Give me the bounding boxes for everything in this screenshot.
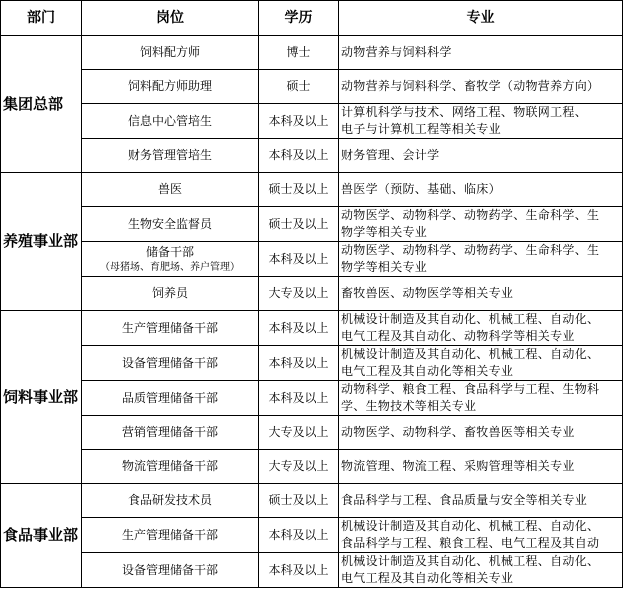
- major-cell: [339, 36, 623, 70]
- position-name: 设备管理储备干部: [121, 562, 218, 577]
- major-line: 食品科学与工程、食品质量与安全等相关专业: [341, 493, 588, 507]
- major-cell: [339, 381, 623, 416]
- position-cell: [82, 104, 259, 139]
- major-cell: [339, 311, 623, 346]
- major-cell: [339, 70, 623, 104]
- position-cell: [82, 553, 259, 588]
- major-cell: [339, 173, 623, 207]
- position-name: 饲料配方师: [139, 45, 200, 59]
- major-line: 物学等相关专业: [341, 260, 428, 274]
- major-line: 机械设计制造及其自动化、机械工程、自动化、: [341, 347, 600, 361]
- major-line: 动物营养与饲料科学: [341, 45, 452, 59]
- position-cell: [82, 36, 259, 70]
- education-cell: 博士: [259, 36, 339, 70]
- major-line: 电气工程及其自动化等相关专业: [341, 364, 514, 378]
- major-line: 学、生物技术等相关专业: [341, 399, 477, 413]
- table-row: [1, 207, 623, 242]
- department-cell: 食品事业部: [1, 484, 82, 588]
- table-row: [1, 553, 623, 588]
- position-name: 营销管理储备干部: [121, 425, 218, 439]
- major-line: 动物医学、动物科学、动物药学、生命科学、生: [341, 208, 600, 222]
- position-name: 饲养员: [151, 286, 188, 300]
- position-name: 生产管理储备干部: [121, 527, 218, 542]
- table-row: [1, 450, 623, 484]
- position-name: 生物安全监督员: [127, 216, 212, 231]
- major-cell: [339, 450, 623, 484]
- table-row: [1, 311, 623, 346]
- position-cell: [82, 484, 259, 518]
- department-cell: 养殖事业部: [1, 173, 82, 311]
- table-row: [1, 104, 623, 139]
- position-cell: [82, 207, 259, 242]
- major-line: 机械设计制造及其自动化、机械工程、自动化、: [341, 519, 600, 533]
- position-cell: [82, 416, 259, 450]
- position-cell: [82, 518, 259, 553]
- major-line: 计算机科学与技术、网络工程、物联网工程、: [341, 105, 588, 119]
- table-body: [1, 36, 623, 588]
- major-line: 机械设计制造及其自动化、机械工程、自动化、: [341, 312, 600, 326]
- major-cell: [339, 484, 623, 518]
- education-cell: 本科及以上: [259, 311, 339, 346]
- position-cell: [82, 242, 259, 277]
- position-name: 品质管理储备干部: [121, 390, 218, 405]
- education-cell: 硕士: [259, 70, 339, 104]
- education-cell: 大专及以上: [259, 416, 339, 450]
- header-department: 部门: [1, 1, 82, 36]
- position-name: 饲料配方师助理: [127, 79, 212, 93]
- table-row: [1, 518, 623, 553]
- major-line: 畜牧兽医、动物医学等相关专业: [341, 286, 514, 300]
- table-row: [1, 242, 623, 277]
- major-cell: [339, 518, 623, 553]
- education-cell: 硕士及以上: [259, 207, 339, 242]
- major-line: 动物科学、粮食工程、食品科学与工程、生物科: [341, 382, 600, 396]
- position-cell: [82, 70, 259, 104]
- major-cell: [339, 416, 623, 450]
- position-name: 生产管理储备干部: [121, 320, 218, 335]
- position-cell: [82, 346, 259, 381]
- major-line: 食品科学与工程、粮食工程、电气工程及其自动: [341, 536, 600, 550]
- table-row: [1, 416, 623, 450]
- table-row: [1, 381, 623, 416]
- major-cell: [339, 139, 623, 173]
- education-cell: 硕士及以上: [259, 173, 339, 207]
- education-cell: 本科及以上: [259, 139, 339, 173]
- table-row: [1, 277, 623, 311]
- position-cell: [82, 173, 259, 207]
- major-line: 电气工程及其自动化、动物科学等相关专业: [341, 329, 575, 343]
- major-cell: [339, 277, 623, 311]
- header-row: [1, 1, 623, 36]
- position-note: （母猪场、育肥场、养户管理）: [100, 262, 240, 273]
- position-cell: [82, 381, 259, 416]
- major-line: 电气工程及其自动化等相关专业: [341, 571, 514, 585]
- position-name: 兽医: [157, 182, 182, 196]
- education-cell: 本科及以上: [259, 346, 339, 381]
- position-cell: [82, 139, 259, 173]
- department-cell: 饲料事业部: [1, 311, 82, 484]
- major-cell: [339, 242, 623, 277]
- position-name: 储备干部: [145, 245, 194, 259]
- position-name: 食品研发技术员: [127, 493, 212, 507]
- major-cell: [339, 553, 623, 588]
- major-cell: [339, 207, 623, 242]
- major-line: 物学等相关专业: [341, 225, 428, 239]
- position-name: 财务管理管培生: [127, 148, 212, 162]
- education-cell: 大专及以上: [259, 277, 339, 311]
- major-line: 动物医学、动物科学、畜牧兽医等相关专业: [341, 425, 575, 439]
- major-line: 动物医学、动物科学、动物药学、生命科学、生: [341, 243, 600, 257]
- education-cell: 本科及以上: [259, 518, 339, 553]
- education-cell: 大专及以上: [259, 450, 339, 484]
- position-cell: [82, 450, 259, 484]
- major-line: 电子与计算机工程等相关专业: [341, 122, 501, 136]
- position-cell: [82, 311, 259, 346]
- education-cell: 硕士及以上: [259, 484, 339, 518]
- position-cell: [82, 277, 259, 311]
- education-cell: 本科及以上: [259, 553, 339, 588]
- table-row: [1, 484, 623, 518]
- table-row: [1, 36, 623, 70]
- header-major: 专业: [339, 1, 623, 36]
- position-name: 设备管理储备干部: [121, 355, 218, 370]
- department-cell: 集团总部: [1, 36, 82, 173]
- position-name: 信息中心管培生: [127, 113, 212, 128]
- table-row: [1, 346, 623, 381]
- major-cell: [339, 104, 623, 139]
- major-line: 财务管理、会计学: [341, 148, 440, 162]
- education-cell: 本科及以上: [259, 381, 339, 416]
- table-row: [1, 139, 623, 173]
- position-name: 物流管理储备干部: [121, 459, 218, 473]
- header-education: 学历: [259, 1, 339, 36]
- major-line: 机械设计制造及其自动化、机械工程、自动化、: [341, 554, 600, 568]
- major-cell: [339, 346, 623, 381]
- major-line: 兽医学（预防、基础、临床）: [341, 182, 501, 196]
- table-row: [1, 173, 623, 207]
- education-cell: 本科及以上: [259, 104, 339, 139]
- education-cell: 本科及以上: [259, 242, 339, 277]
- major-line: 动物营养与饲料科学、畜牧学（动物营养方向）: [341, 79, 600, 93]
- header-position: 岗位: [82, 1, 259, 36]
- major-line: 物流管理、物流工程、采购管理等相关专业: [341, 459, 575, 473]
- table-row: [1, 70, 623, 104]
